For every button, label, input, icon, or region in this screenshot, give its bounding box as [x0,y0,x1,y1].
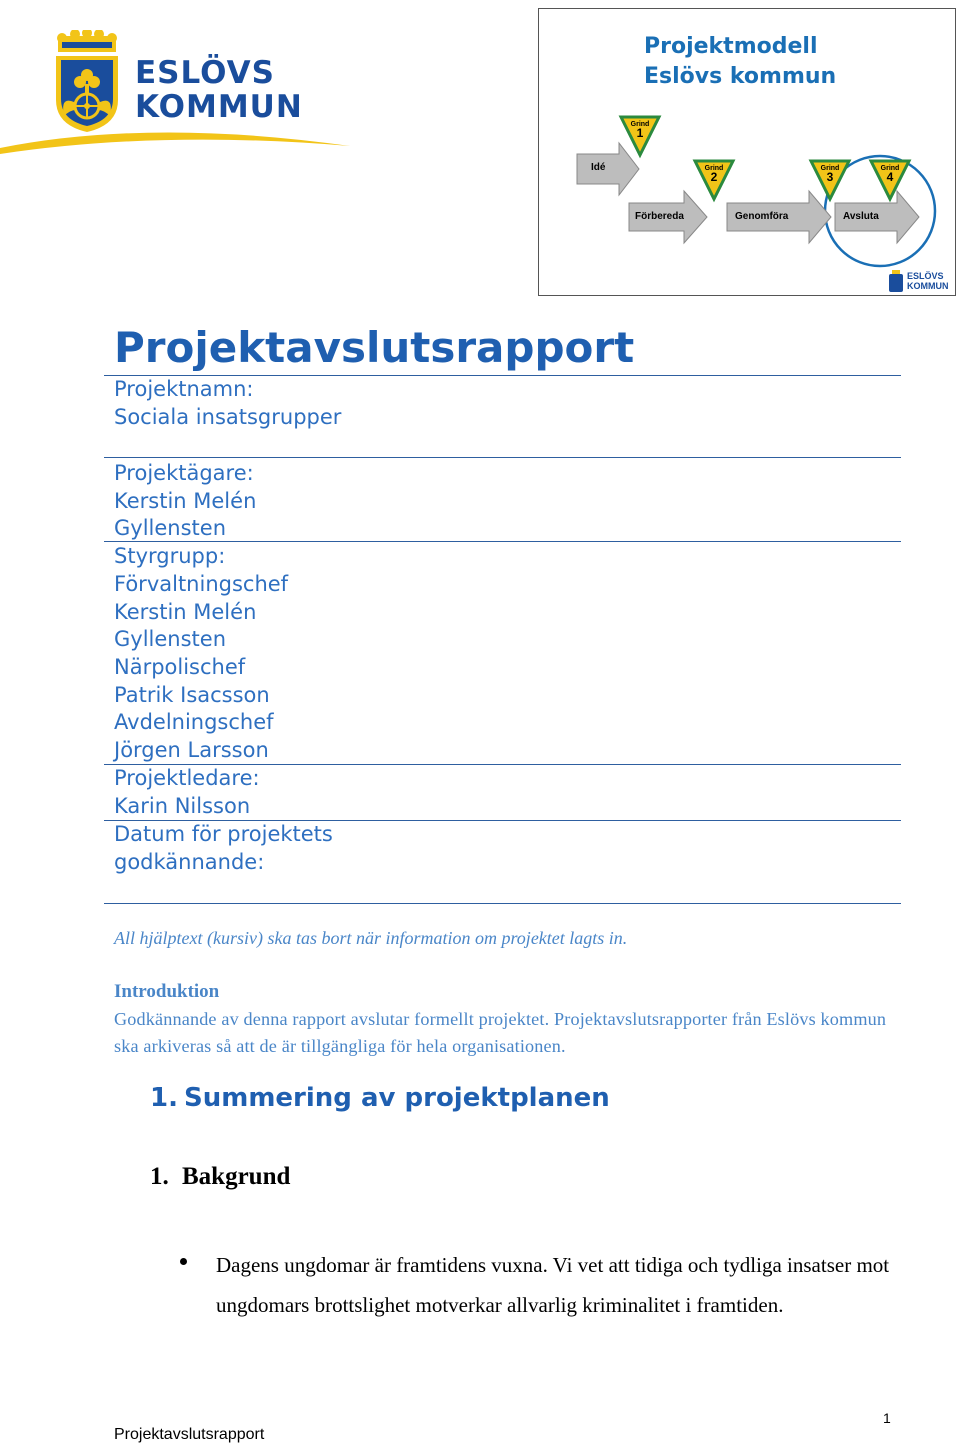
steering-member-2: Kerstin Melén [114,600,257,624]
approval-label-2: godkännande: [114,850,265,874]
mini-logo-text: ESLÖVS KOMMUN [907,271,949,291]
steering-member-6: Avdelningschef [114,710,274,734]
gate-2-label: Grind [704,165,724,172]
document-title: Projektavslutsrapport [114,323,635,372]
bullet-icon [180,1258,187,1265]
section-1-heading [150,1083,610,1113]
intro-heading: Introduktion [114,981,220,1002]
section-1-title: Summering av projektplanen [184,1083,610,1113]
project-name-label: Projektnamn: [114,377,254,401]
gate-1-label: Grind [630,121,650,128]
step-forbereda-label: Förbereda [635,211,684,222]
leader-label: Projektledare: [114,766,260,790]
project-name-value: Sociala insatsgrupper [114,405,342,429]
section-1-number: 1. [150,1083,178,1113]
approval-rule [104,903,901,904]
leader-value: Karin Nilsson [114,794,251,818]
page-number: 1 [883,1410,891,1426]
owner-value-2: Gyllensten [114,516,227,540]
subsection-1-title: Bakgrund [182,1163,291,1190]
gate-3-label: Grind [820,165,840,172]
steering-member-7: Jörgen Larsson [114,738,269,762]
intro-body: Godkännande av denna rapport avslutar formellt projektet. Projektavslutsrapporter från Eslövs kommun ska arkiveras så att de är tillgängliga för hela organisationen. [114,1009,887,1056]
eslovs-kommun-logo [0,30,360,155]
model-title-line-1: Projektmodell [644,34,818,59]
bullet-item-1: Dagens ungdomar är framtidens vuxna. Vi vet att tidiga och tydliga insatser mot ungdomars brottslighet motverkar allvarlig kriminalitet i framtiden. [216,1253,890,1317]
steering-member-1: Förvaltningschef [114,572,289,596]
steering-label: Styrgrupp: [114,544,226,568]
steering-member-5: Patrik Isacsson [114,683,270,707]
logo-line-2: KOMMUN [135,89,303,125]
steering-member-4: Närpolischef [114,655,246,679]
project-model-figure: Projektmodell Eslövs kommun Grind 1 Grind 2 Grind 3 Grind 4 Idé Förbereda Genomföra Avsluta ESLÖVS KOMMUN [538,8,956,296]
subsection-1-heading [150,1163,290,1191]
help-text: All hjälptext (kursiv) ska tas bort när information om projektet lagts in. [114,928,628,948]
arrow-ide [577,143,639,195]
step-genomfora-label: Genomföra [735,211,789,222]
project-name-rule [104,457,901,458]
step-ide-label: Idé [591,162,606,173]
step-avsluta-label: Avsluta [843,211,879,222]
owner-label: Projektägare: [114,461,254,485]
subsection-1-number: 1. [150,1163,169,1190]
owner-value-1: Kerstin Melén [114,489,257,513]
approval-label-1: Datum för projektets [114,822,333,846]
steering-member-3: Gyllensten [114,627,227,651]
owner-rule [104,541,901,542]
gate-4-label: Grind [880,165,900,172]
project-model-diagram [539,9,957,297]
footer-title: Projektavslutsrapport [114,1426,265,1443]
logo-line-1: ESLÖVS [135,55,275,91]
model-title-line-2: Eslövs kommun [644,64,837,89]
